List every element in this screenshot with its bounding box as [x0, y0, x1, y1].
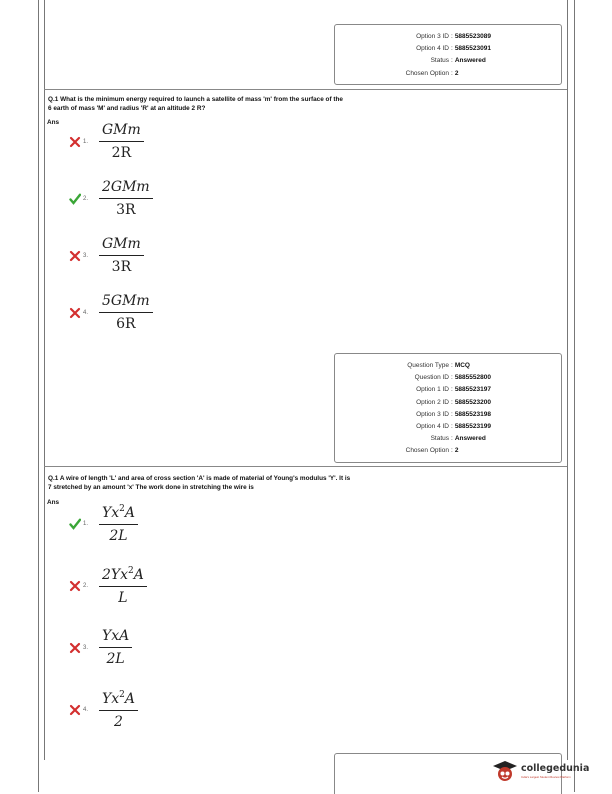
answer-option-3 [69, 628, 132, 667]
info-separator: : [451, 423, 453, 431]
question-1-ans-label: Ans [47, 119, 60, 126]
info-separator: : [451, 57, 453, 65]
numerator-part-b: A [124, 505, 135, 521]
info-row [335, 31, 561, 43]
answer-option-1 [69, 122, 144, 161]
collegedunia-logo [492, 760, 589, 782]
info-row [335, 43, 561, 55]
fraction-denominator: 2 [114, 714, 123, 730]
question-1-text [48, 95, 343, 113]
info-label: Option 1 ID [416, 386, 449, 394]
wrong-cross-icon [69, 580, 81, 592]
wrong-cross-icon [69, 136, 81, 148]
info-separator: : [451, 362, 453, 369]
option-number: 2. [83, 195, 89, 202]
question-2-text [48, 474, 350, 492]
fraction-numerator: GMm [102, 236, 141, 252]
fraction-denominator: 2L [109, 528, 128, 544]
info-label: Chosen Option [405, 69, 449, 77]
question-1-line-2: 6 earth of mass 'M' and radius 'R' at an altitude 2 R? [48, 105, 206, 112]
info-row [335, 384, 561, 396]
frame-left-outer [38, 0, 39, 792]
answer-option-2 [69, 179, 153, 218]
correct-check-icon [69, 193, 81, 205]
answer-option-4 [69, 690, 138, 730]
fraction-numerator [99, 504, 138, 524]
info-row [335, 433, 561, 445]
question-2-line-2: 7 stretched by an amount 'x' The work done in stretching the wire is [48, 484, 254, 491]
info-label: Option 4 ID [416, 423, 449, 431]
info-row [335, 68, 561, 80]
fraction-numerator [99, 628, 132, 647]
fraction-numerator [99, 566, 147, 586]
info-value: 2 [454, 69, 459, 77]
numerator-exponent: 2 [119, 690, 125, 700]
option-number: 4. [83, 309, 89, 316]
fraction-denominator: 2L [106, 651, 125, 667]
numerator-exponent: 2 [128, 566, 134, 576]
info-label: Status [430, 57, 449, 65]
question-2-ans-label: Ans [47, 499, 60, 506]
info-row [335, 372, 561, 384]
info-separator: : [451, 374, 453, 382]
question-1-info [334, 353, 562, 463]
numerator-part-a: Yx [102, 505, 120, 521]
fraction-numerator: 5GMm [102, 293, 150, 309]
info-value: 5885523198 [454, 410, 491, 418]
info-label: Option 2 ID [416, 398, 449, 406]
numerator-part-a: YxA [102, 628, 130, 644]
option-number: 3. [83, 252, 89, 259]
info-label: Question ID [414, 374, 449, 382]
option-fraction [99, 504, 138, 544]
info-label: Option 4 ID [416, 45, 449, 53]
question-1-line-1: Q.1 What is the minimum energy required to launch a satellite of mass 'm' from the surface of the [48, 96, 343, 103]
wrong-cross-icon [69, 250, 81, 262]
info-separator: : [451, 45, 453, 53]
option-number: 2. [83, 583, 89, 589]
info-row [335, 445, 561, 457]
option-number: 4. [83, 707, 89, 713]
info-value: Answered [454, 435, 486, 443]
info-label: Option 3 ID [416, 33, 449, 40]
info-label: Chosen Option [405, 447, 449, 455]
option-fraction [99, 236, 144, 275]
answer-option-1 [69, 504, 138, 544]
option-fraction [99, 628, 132, 667]
info-row [335, 409, 561, 421]
info-value: 5885523091 [454, 45, 491, 53]
frame-right-inner [567, 0, 568, 760]
info-label: Option 3 ID [416, 410, 449, 418]
correct-check-icon [69, 518, 81, 530]
option-number: 1. [83, 138, 89, 145]
info-label: Question Type [407, 362, 449, 369]
fraction-denominator: 2R [111, 145, 132, 161]
info-value: MCQ [454, 362, 470, 369]
info-value: 5885523197 [454, 386, 491, 394]
option-number: 3. [83, 644, 89, 651]
fraction-denominator: 3R [116, 202, 136, 218]
fraction-denominator: 3R [111, 259, 132, 275]
info-row [335, 397, 561, 409]
answer-option-4 [69, 293, 153, 332]
divider-2 [44, 466, 567, 467]
numerator-part-a: 2Yx [102, 567, 129, 583]
info-value: 5885523199 [454, 423, 491, 431]
numerator-exponent: 2 [119, 504, 125, 514]
fraction-denominator: 6R [116, 316, 136, 332]
numerator-part-b: A [124, 691, 135, 707]
info-label: Status [430, 435, 449, 443]
option-fraction [99, 122, 144, 161]
logo-name: collegedunia [521, 763, 590, 774]
info-separator: : [451, 435, 453, 443]
info-row [335, 360, 561, 372]
frame-right-outer [574, 0, 575, 792]
logo-tagline: India's Largest Student Review Platform [521, 775, 571, 779]
info-separator: : [451, 447, 453, 455]
option-fraction [99, 179, 153, 218]
info-separator: : [451, 33, 453, 40]
frame-left-inner [44, 0, 45, 760]
answer-option-3 [69, 236, 144, 275]
fraction-numerator: 2GMm [102, 179, 150, 195]
answer-option-2 [69, 566, 147, 606]
info-row [335, 55, 561, 67]
graduate-icon [492, 760, 518, 782]
option-fraction [99, 566, 147, 606]
fraction-denominator: L [118, 590, 128, 606]
fraction-numerator [99, 690, 138, 710]
info-value: 5885523200 [454, 398, 491, 406]
info-value: 5885552800 [454, 374, 491, 382]
info-separator: : [451, 410, 453, 418]
info-row [335, 421, 561, 433]
info-separator: : [451, 398, 453, 406]
option-fraction [99, 690, 138, 730]
info-separator: : [451, 386, 453, 394]
numerator-part-a: Yx [102, 691, 120, 707]
question-2-line-1: Q.1 A wire of length 'L' and area of cross section 'A' is made of material of Young's modulus 'Y'. It is [48, 475, 351, 482]
wrong-cross-icon [69, 642, 81, 654]
divider-1 [44, 89, 567, 90]
info-separator: : [451, 69, 453, 77]
wrong-cross-icon [69, 704, 81, 716]
info-value: 5885523089 [454, 33, 491, 40]
info-value: 2 [454, 447, 459, 455]
option-number: 1. [83, 521, 89, 527]
numerator-part-b: A [133, 567, 144, 583]
option-fraction [99, 293, 153, 332]
wrong-cross-icon [69, 307, 81, 319]
previous-question-info [334, 24, 562, 85]
info-value: Answered [454, 57, 486, 65]
fraction-numerator: GMm [102, 122, 141, 138]
